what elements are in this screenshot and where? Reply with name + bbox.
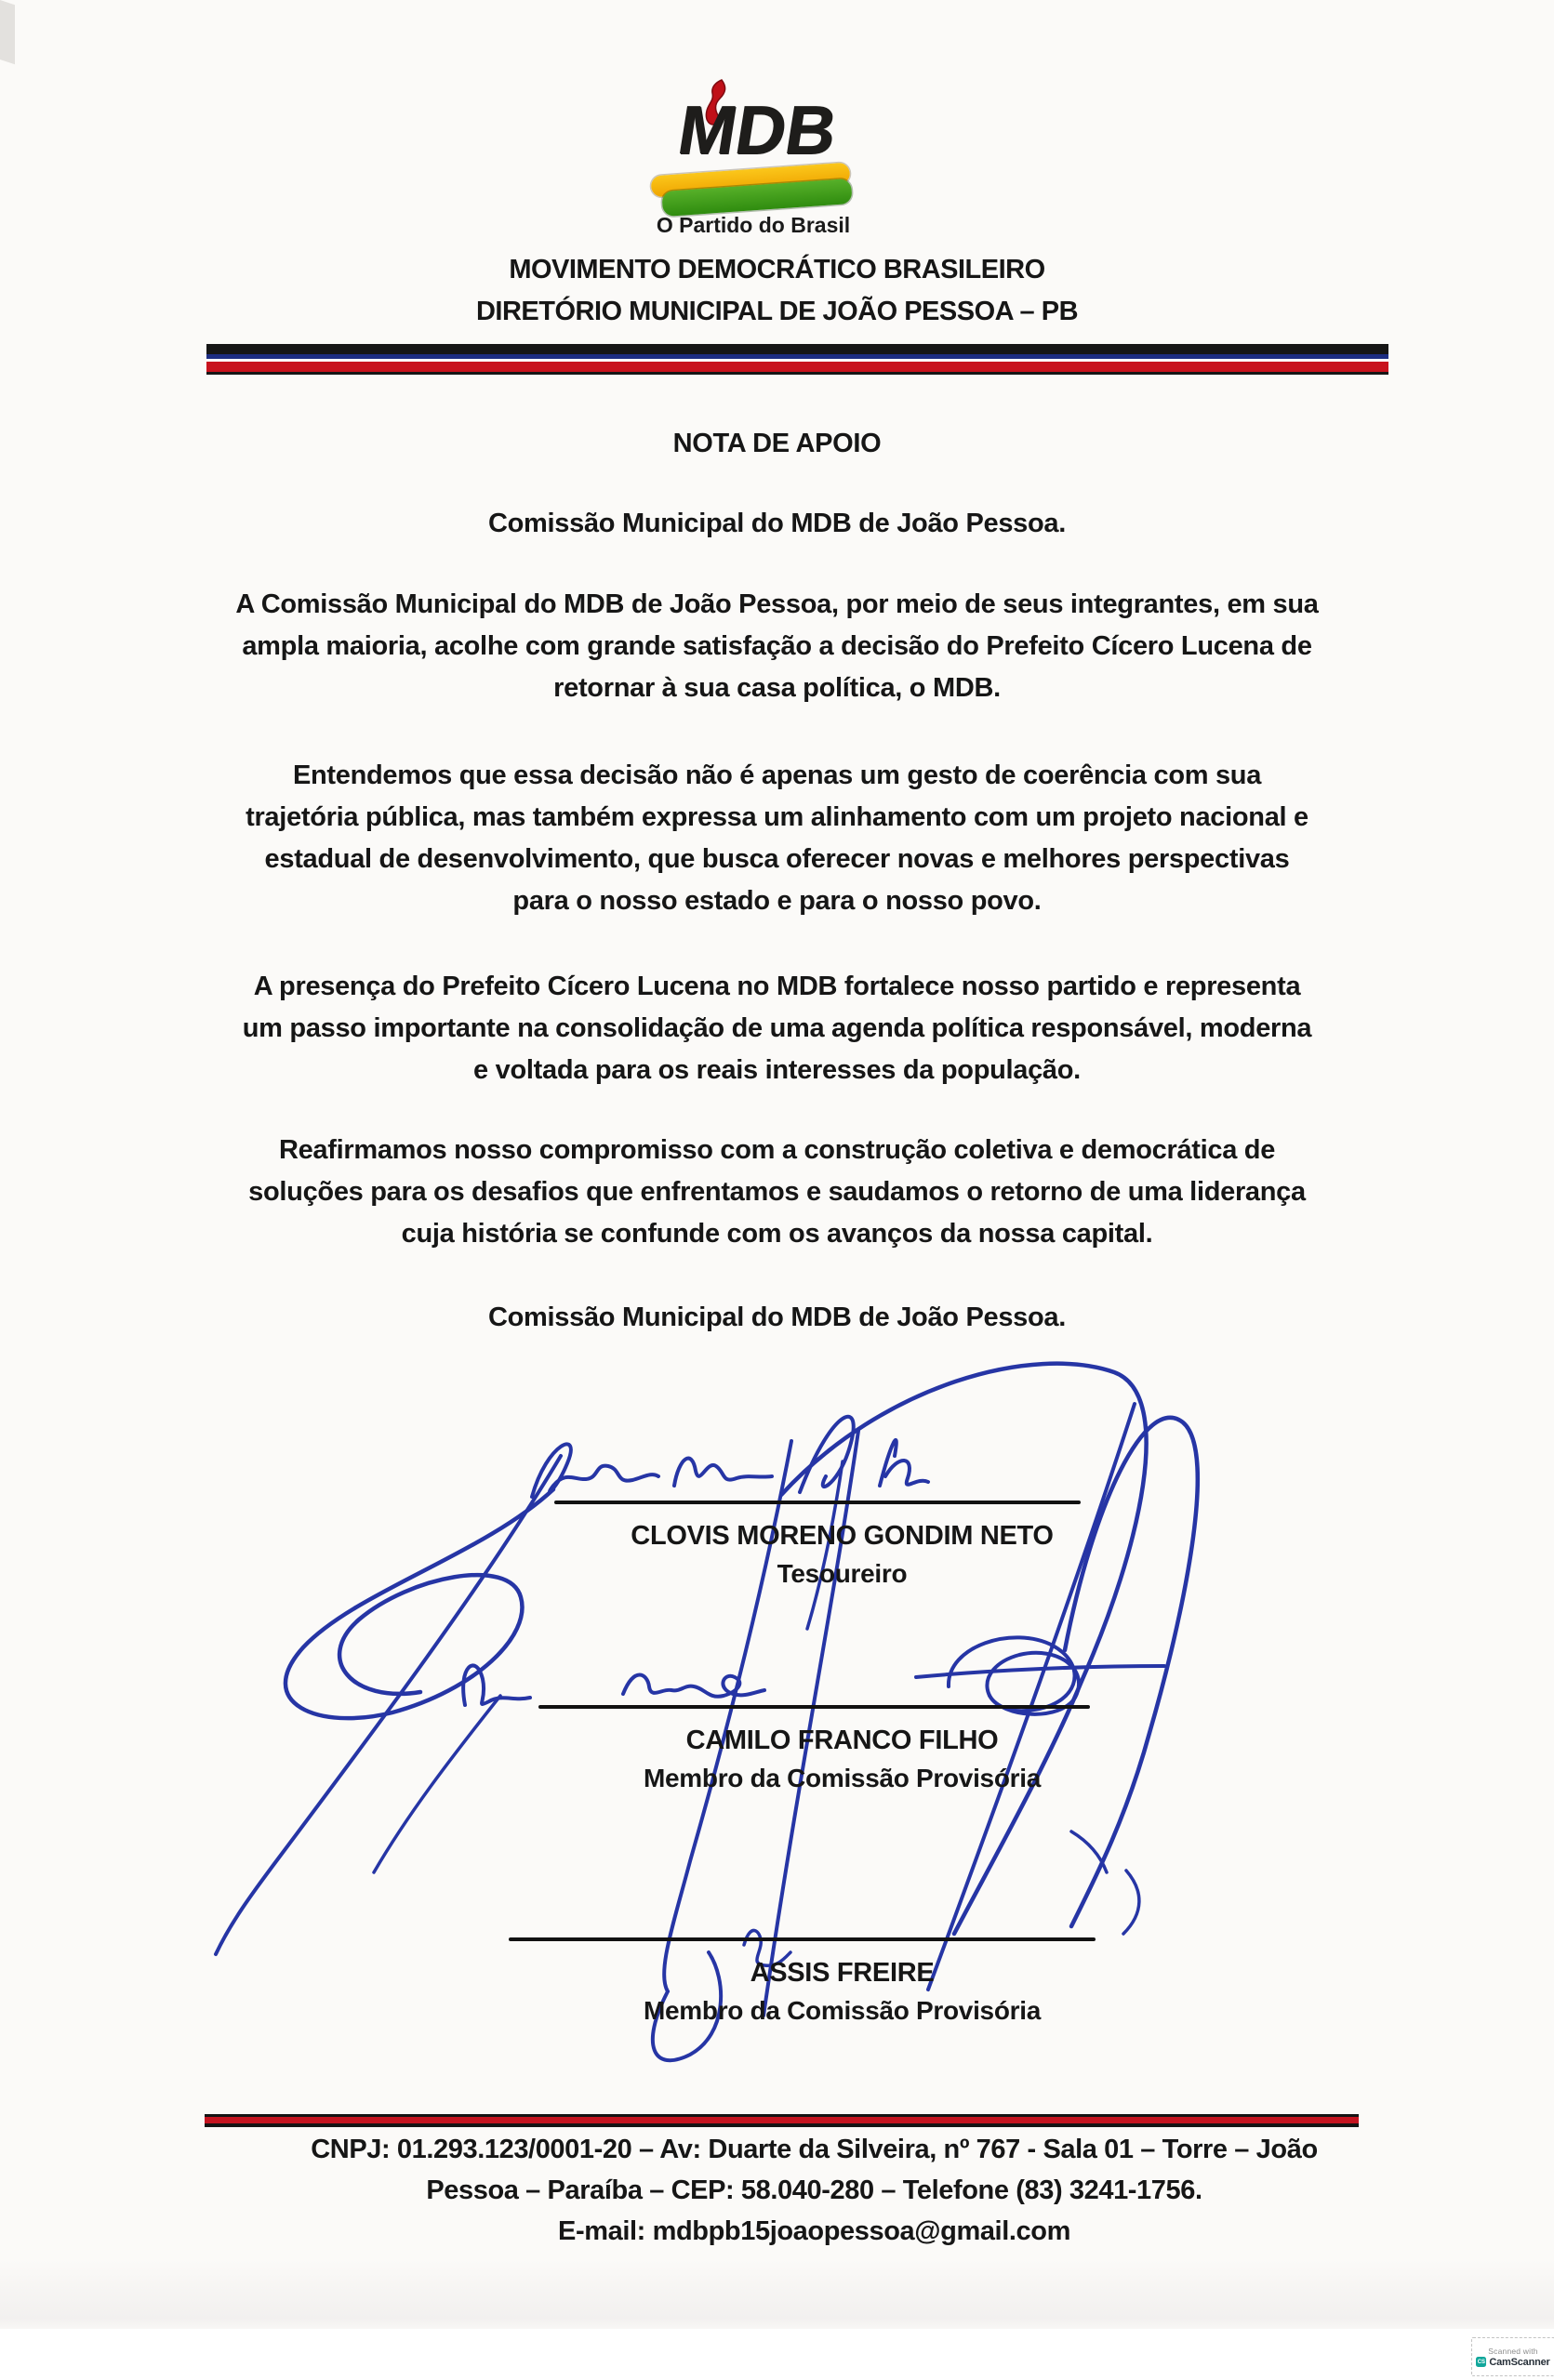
- camscanner-icon: CS: [1476, 2357, 1486, 2367]
- camscanner-brand: CamScanner: [1489, 2356, 1550, 2368]
- subtitle: Comissão Municipal do MDB de João Pessoa.: [488, 509, 1066, 538]
- signatory-name-3: ASSIS FREIRE: [750, 1958, 935, 1988]
- signatory-role-3: Membro da Comissão Provisória: [644, 1996, 1041, 2025]
- paragraph-line: soluções para os desafios que enfrentamos e saudamos o retorno de uma liderança: [248, 1177, 1306, 1207]
- paragraph-line: e voltada para os reais interesses da população.: [473, 1055, 1081, 1085]
- header-line-1: MOVIMENTO DEMOCRÁTICO BRASILEIRO: [509, 255, 1045, 284]
- paragraph-line: ampla maioria, acolhe com grande satisfação a decisão do Prefeito Cícero Lucena de: [242, 631, 1312, 661]
- paragraph-line: retornar à sua casa política, o MDB.: [553, 673, 1001, 703]
- header-line-2: DIRETÓRIO MUNICIPAL DE JOÃO PESSOA – PB: [475, 297, 1079, 326]
- paragraph-line: um passo importante na consolidação de uma agenda política responsável, moderna: [242, 1013, 1312, 1043]
- paragraph-line: Reafirmamos nosso compromisso com a construção coletiva e democrática de: [278, 1135, 1276, 1165]
- scan-corner-artifact: [0, 0, 15, 64]
- logo-tagline: O Partido do Brasil: [656, 213, 851, 237]
- signatory-role-1: Tesoureiro: [777, 1559, 908, 1588]
- camscanner-small-text: Scanned with: [1488, 2346, 1538, 2356]
- signatory-role-2: Membro da Comissão Provisória: [644, 1764, 1041, 1792]
- signature-rule-3: [509, 1937, 1096, 1941]
- paragraph-line: para o nosso estado e para o nosso povo.: [512, 886, 1042, 916]
- paragraph-4: [0, 1130, 1554, 1255]
- paragraph-line: A Comissão Municipal do MDB de João Pessoa, por meio de seus integrantes, em sua: [235, 589, 1319, 619]
- signatory-name-2: CAMILO FRANCO FILHO: [685, 1726, 999, 1755]
- paragraph-1: [0, 584, 1554, 709]
- header-separator-bar: [206, 344, 1388, 375]
- footer-line-3: E-mail: mdbpb15joaopessoa@gmail.com: [558, 2216, 1070, 2246]
- signature-rule-2: [538, 1705, 1090, 1709]
- footer-separator-bar: [205, 2114, 1359, 2127]
- signatory-name-1: CLOVIS MORENO GONDIM NETO: [631, 1521, 1054, 1551]
- scan-shadow-edge: [0, 2259, 1554, 2329]
- paragraph-line: A presença do Prefeito Cícero Lucena no MDB fortalece nosso partido e representa: [253, 972, 1301, 1001]
- page-title: NOTA DE APOIO: [672, 429, 882, 458]
- mdb-logo: [645, 91, 861, 245]
- paragraph-line: cuja história se confunde com os avanços da nossa capital.: [401, 1219, 1153, 1249]
- paragraph-line: estadual de desenvolvimento, que busca oferecer novas e melhores perspectivas: [264, 844, 1290, 874]
- footer-line-1: CNPJ: 01.293.123/0001-20 – Av: Duarte da Silveira, nº 767 - Sala 01 – Torre – João: [311, 2135, 1318, 2164]
- camscanner-watermark: [1471, 2337, 1554, 2376]
- closing-line: Comissão Municipal do MDB de João Pessoa.: [488, 1302, 1066, 1332]
- signature-rule-1: [554, 1501, 1081, 1504]
- paragraph-2: [0, 755, 1554, 922]
- footer-line-2: Pessoa – Paraíba – CEP: 58.040-280 – Telefone (83) 3241-1756.: [426, 2175, 1202, 2205]
- paragraph-line: Entendemos que essa decisão não é apenas um gesto de coerência com sua: [292, 760, 1262, 790]
- paragraph-3: [0, 966, 1554, 1091]
- paragraph-line: trajetória pública, mas também expressa um alinhamento com um projeto nacional e: [246, 802, 1308, 832]
- logo-wordmark: MDB: [672, 91, 843, 168]
